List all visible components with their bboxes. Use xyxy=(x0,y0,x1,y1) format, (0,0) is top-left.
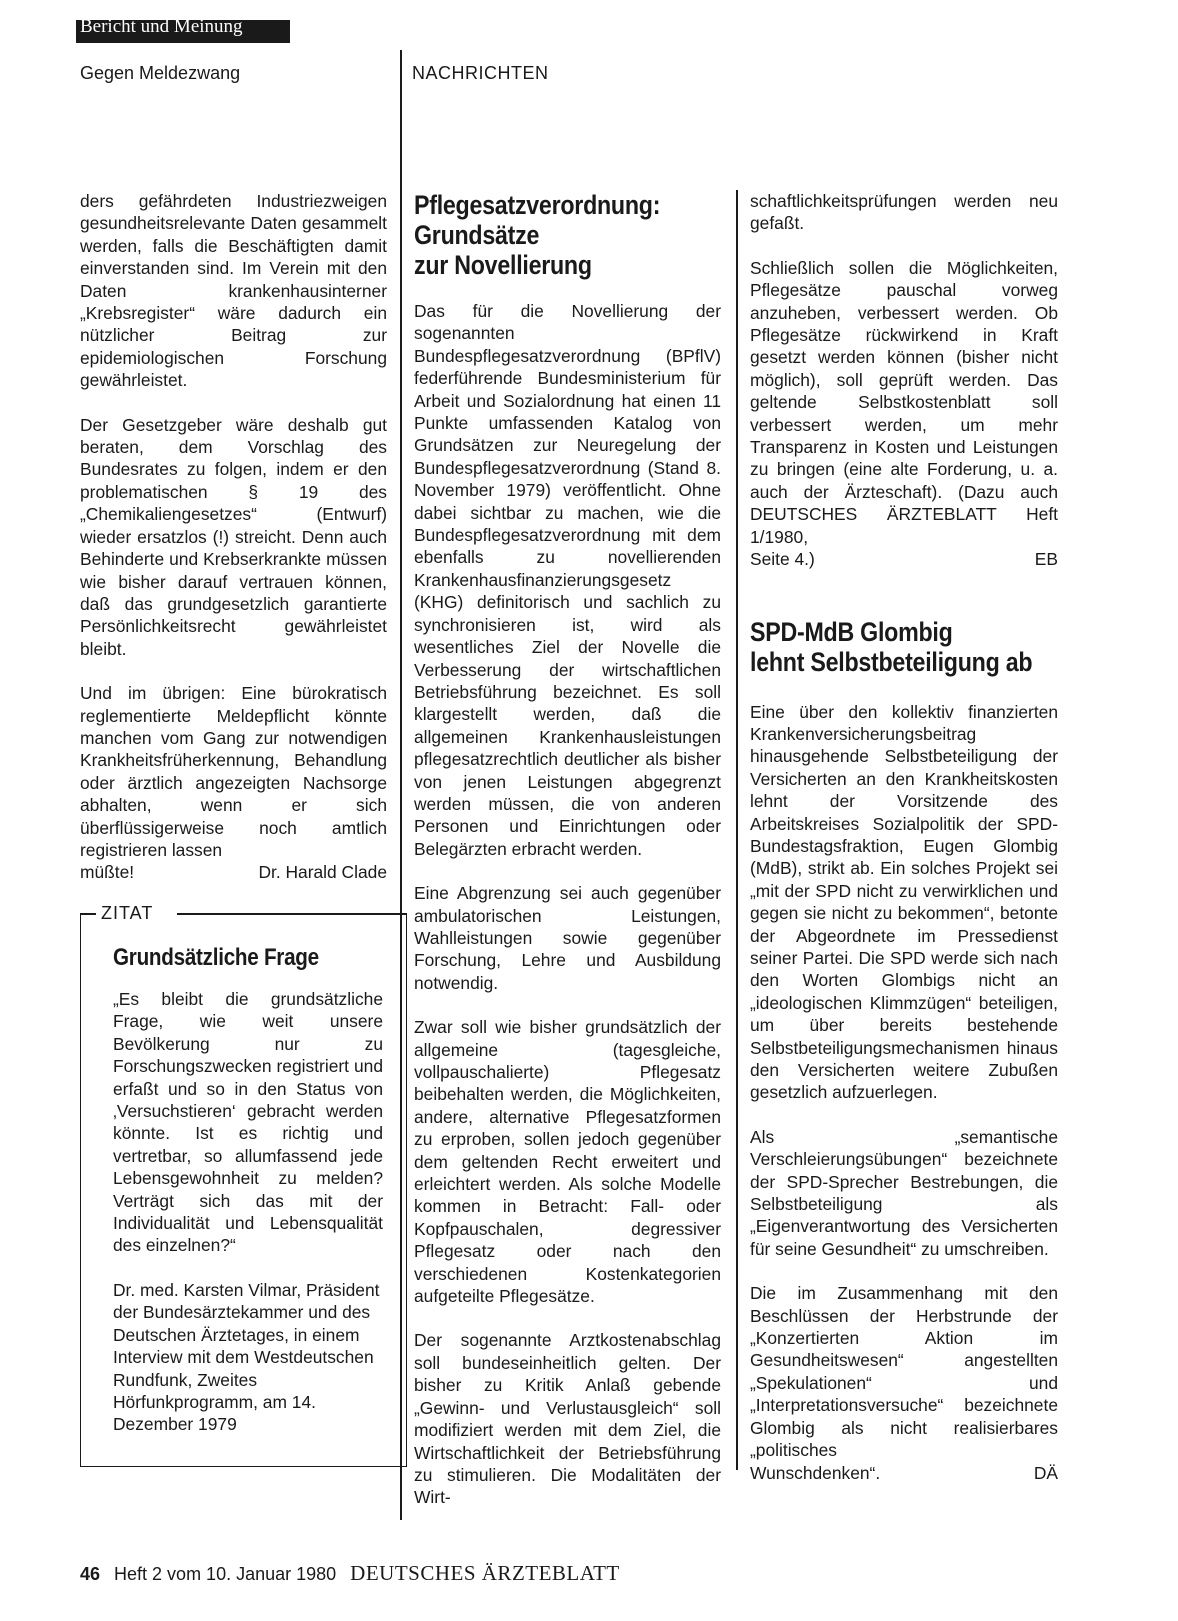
issue-info: Heft 2 vom 10. Januar 1980 xyxy=(114,1564,337,1584)
col3-paragraph-2-last: Seite 4.) xyxy=(750,549,815,570)
col2-paragraph-2: Eine Abgrenzung sei auch gegenüber ambulatorischen Leistungen, Wahlleistungen sowie gegenüber Forschung, Lehre und Ausbildung notwendig. xyxy=(414,883,721,993)
column-rule-right xyxy=(736,190,738,1470)
col3-paragraph-2-text: Schließlich sollen die Möglichkeiten, Pflegesätze pauschal vorweg anzuheben, verbessert werden. Ob Pflegesätze rückwirkend in Kraft gesetzt werden können (bisher nicht möglich), soll geprüft werden. Das geltende Selbstkostenblatt soll verbessert werden, um mehr Transparenz in Kosten und Leistungen zu bringen (eine alte Forderung, u. a. auch der Ärzteschaft). (Dazu auch DEUTSCHES ÄRZTEBLATT Heft 1/1980, xyxy=(750,257,1058,547)
article-1-headline-line-2: Grundsätze xyxy=(414,220,540,250)
col3-paragraph-5-last: Wunschdenken“. xyxy=(750,1462,881,1483)
col1-paragraph-1: ders gefährdeten Industriezweigen gesundheitsrelevante Daten gesammelt werden, falls die Beschäftigten damit einverstanden sind. Im Verein mit den Daten krankenhausinterner „Krebsregister“ wäre dadurch ein nützlicher Beitrag zur epidemiologischen Forschung gewährleistet. xyxy=(80,191,387,391)
column-3 xyxy=(750,190,1058,1484)
header-band-text: Bericht und Meinung xyxy=(80,20,243,37)
col1-author: Dr. Harald Clade xyxy=(258,862,387,883)
article-2-headline xyxy=(750,616,1033,677)
col1-author-line xyxy=(80,861,387,883)
col1-paragraph-3-text: Und im übrigen: Eine bürokratisch reglementierte Meldepflicht könnte manchen vom Gang zur notwendigen Krankheitsfrüherkennung, Behandlung oder ärztlich angezeigten Nachsorge abhalten, wenn er sich überflüssigerweise noch amtlich registrieren lassen xyxy=(80,683,387,860)
article-1-headline xyxy=(414,190,678,280)
quote-source: Dr. med. Karsten Vilmar, Präsident der Bundesärztekammer und des Deutschen Ärztetages, in einem Interview mit dem Westdeutschen Rundfunk, Zweites Hörfunkprogramm, am 14. Dezember 1979 xyxy=(113,1279,380,1435)
col3-paragraph-5-text: Die im Zusammenhang mit den Beschlüssen der Herbstrunde der „Konzertierten Aktion im Gesundheitswesen“ angestellten „Spekulationen“ und „Interpretationsversuche“ bezeichnete Glombig als nicht realisierbares „politisches xyxy=(750,1283,1058,1461)
col3-paragraph-3: Eine über den kollektiv finanzierten Krankenversicherungsbeitrag hinausgehende Selbstbeteiligung der Versicherten an den Krankheitskosten lehnt der Vorsitzende des Arbeitskreises Sozialpolitik der SPD-Bundestagsfraktion, Eugen Glombig (MdB), strikt ab. Ein solches Projekt sei „mit der SPD nicht zu verwirklichen und gegen sie nicht zu bekommen“, betonte der Abgeordnete im Pressedienst seiner Partei. Die SPD werde sich nach den Worten Glombigs nicht an „ideologischen Klimmzügen“ beteiligen, um über bereits bestehende Selbstbeteiligungsmechanismen hinaus den Versicherten weitere Zubußen gesetzlich aufzuerlegen. xyxy=(750,701,1058,1103)
col1-paragraph-3 xyxy=(80,682,387,861)
column-2 xyxy=(414,190,721,1509)
quote-text: „Es bleibt die grundsätzliche Frage, wie weit unsere Bevölkerung nur zu Forschungszwecken registriert und erfaßt und so in den Status von ‚Versuchstieren‘ gebracht werden könnte. Ist es richtig und vertretbar, so allumfassend jede Lebensgewohnheit zu melden? Verträgt sich das mit der Individualität und Lebensqualität des einzelnen?“ xyxy=(113,989,383,1256)
col3-paragraph-2 xyxy=(750,257,1058,548)
col3-signature-eb: EB xyxy=(1034,549,1058,570)
journal-name: DEUTSCHES ÄRZTEBLATT xyxy=(350,1561,620,1585)
section-label-right: NACHRICHTEN xyxy=(412,63,549,83)
col3-paragraph-4: Als „semantische Verschleierungsübungen“ bezeichnete der SPD-Sprecher Bestrebungen, die Selbstbeteiligung als „Eigenverantwortung des Versicherten für seine Gesundheit“ zu umschreiben. xyxy=(750,1126,1058,1259)
col3-paragraph-5 xyxy=(750,1282,1058,1461)
col3-sign-line-1 xyxy=(750,548,1058,570)
col3-sign-line-2 xyxy=(750,1462,1058,1484)
page-number: 46 xyxy=(80,1564,101,1584)
article-2-headline-line-1: SPD-MdB Glombig xyxy=(750,616,953,647)
quote-box-label: ZITAT xyxy=(101,903,154,923)
col1-paragraph-2: Der Gesetzgeber wäre deshalb gut beraten, dem Vorschlag des Bundesrates zu folgen, indem er den problematischen § 19 des „Chemikaliengesetzes“ (Entwurf) wieder ersatzlos (!) streicht. Denn auch Behinderte und Krebserkrankte müssen wie bisher darauf vertrauen können, daß das grundgesetzlich garantierte Persönlichkeitsrecht gewährleistet bleibt. xyxy=(80,414,387,659)
col2-paragraph-3: Zwar soll wie bisher grundsätzlich der allgemeine (tagesgleiche, vollpauschalierte) Pflegesatz beibehalten werden, die Möglichkeiten, andere, alternative Pflegesatzformen zu erproben, sollen jedoch gegenüber dem geltenden Recht erweitert und erleichtert werden. Als solche Modelle kommen in Betracht: Fall- oder Kopfpauschalen, degressiver Pflegesatz oder nach den verschiedenen Kostenkategorien aufgeteilte Pflegesätze. xyxy=(414,1017,721,1307)
quote-title: Grundsätzliche Frage xyxy=(113,944,319,971)
article-1-headline-line-3: zur Novellierung xyxy=(414,250,592,280)
column-1 xyxy=(80,190,387,884)
col1-last-word: müßte! xyxy=(80,862,135,883)
col2-paragraph-1: Das für die Novellierung der sogenannten Bundespflegesatzverordnung (BPflV) federführende Bundesministerium für Arbeit und Sozialordnung hat einen 11 Punkte umfassenden Katalog von Grundsätzen zur Neuregelung der Bundespflegesatzverordnung (Stand 8. November 1979) veröffentlicht. Ohne dabei sichtbar zu machen, wie die Bundespflegesatzverordnung mit dem ebenfalls zu novellierenden Krankenhausfinanzierungsgesetz (KHG) definitorisch und sachlich zu synchronisieren ist, wird als wesentliches Ziel der Novelle die Verbesserung der wirtschaftlichen Betriebsführung bezeichnet. Es soll klargestellt werden, daß die allgemeinen Krankenhausleistungen pflegesatzrechtlich deutlicher als bisher von jenen Leistungen abgegrenzt werden müssen, die von anderen Personen und Einrichtungen oder Belegärzten erbracht werden. xyxy=(414,301,721,859)
article-2-headline-line-2: lehnt Selbstbeteiligung ab xyxy=(750,646,1033,677)
col2-paragraph-4: Der sogenannte Arztkostenabschlag soll bundeseinheitlich gelten. Der bisher zu Kritik Anlaß gebende „Gewinn- und Verlustausgleich“ soll modifiziert werden mit dem Ziel, die Wirtschaftlichkeit der Betriebsführung zu stimulieren. Die Modalitäten der Wirt- xyxy=(414,1330,721,1508)
header-band xyxy=(76,20,290,43)
quote-box-body xyxy=(113,944,383,1458)
col3-paragraph-1: schaftlichkeitsprüfungen werden neu gefaßt. xyxy=(750,191,1058,234)
page-footer xyxy=(80,1562,620,1585)
col3-signature-dae: DÄ xyxy=(1033,1462,1058,1483)
section-label-left: Gegen Meldezwang xyxy=(80,63,241,83)
article-1-headline-line-1: Pflegesatzverordnung: xyxy=(414,190,661,220)
